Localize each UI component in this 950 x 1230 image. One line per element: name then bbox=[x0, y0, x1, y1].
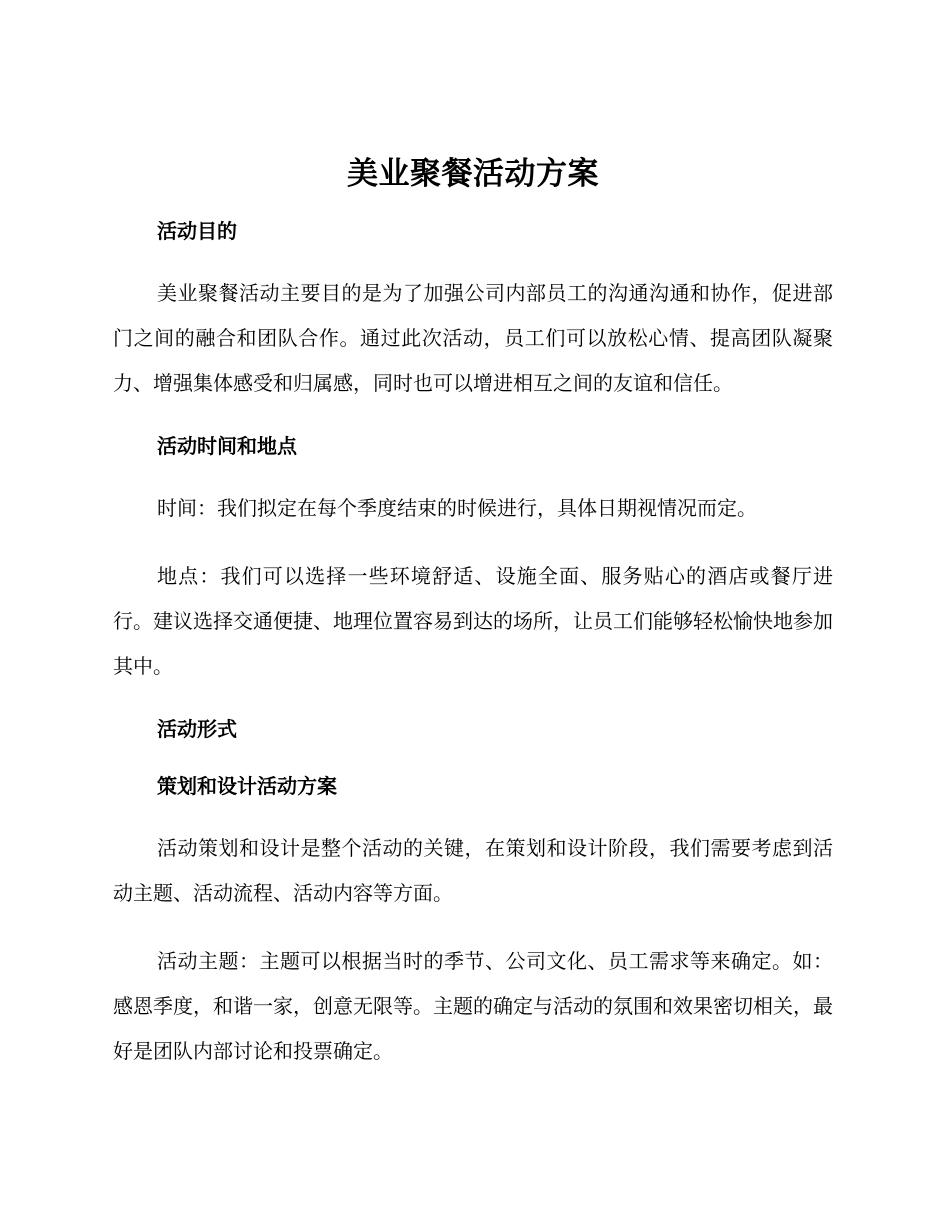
document-body bbox=[113, 148, 833, 1097]
section-heading-format: 活动形式 bbox=[157, 717, 237, 741]
paragraph-planning: 活动策划和设计是整个活动的关键，在策划和设计阶段，我们需要考虑到活动主题、活动流程、活动内容等方面。 bbox=[113, 836, 833, 905]
section-heading-planning: 策划和设计活动方案 bbox=[157, 774, 337, 798]
paragraph-theme: 活动主题：主题可以根据当时的季节、公司文化、员工需求等来确定。如：感恩季度，和谐一家，创意无限等。主题的确定与活动的氛围和效果密切相关，最好是团队内部讨论和投票确定。 bbox=[113, 949, 833, 1063]
paragraph-purpose: 美业聚餐活动主要目的是为了加强公司内部员工的沟通沟通和协作，促进部门之间的融合和团队合作。通过此次活动，员工们可以放松心情、提高团队凝聚力、增强集体感受和归属感，同时也可以增进相互之间的友谊和信任。 bbox=[113, 281, 833, 395]
paragraph-place: 地点：我们可以选择一些环境舒适、设施全面、服务贴心的酒店或餐厅进行。建议选择交通便捷、地理位置容易到达的场所，让员工们能够轻松愉快地参加其中。 bbox=[113, 564, 833, 678]
paragraph-time: 时间：我们拟定在每个季度结束的时候进行，具体日期视情况而定。 bbox=[157, 496, 757, 520]
section-heading-purpose: 活动目的 bbox=[157, 219, 237, 243]
document-title: 美业聚餐活动方案 bbox=[347, 156, 599, 192]
section-heading-time-place: 活动时间和地点 bbox=[157, 434, 297, 458]
